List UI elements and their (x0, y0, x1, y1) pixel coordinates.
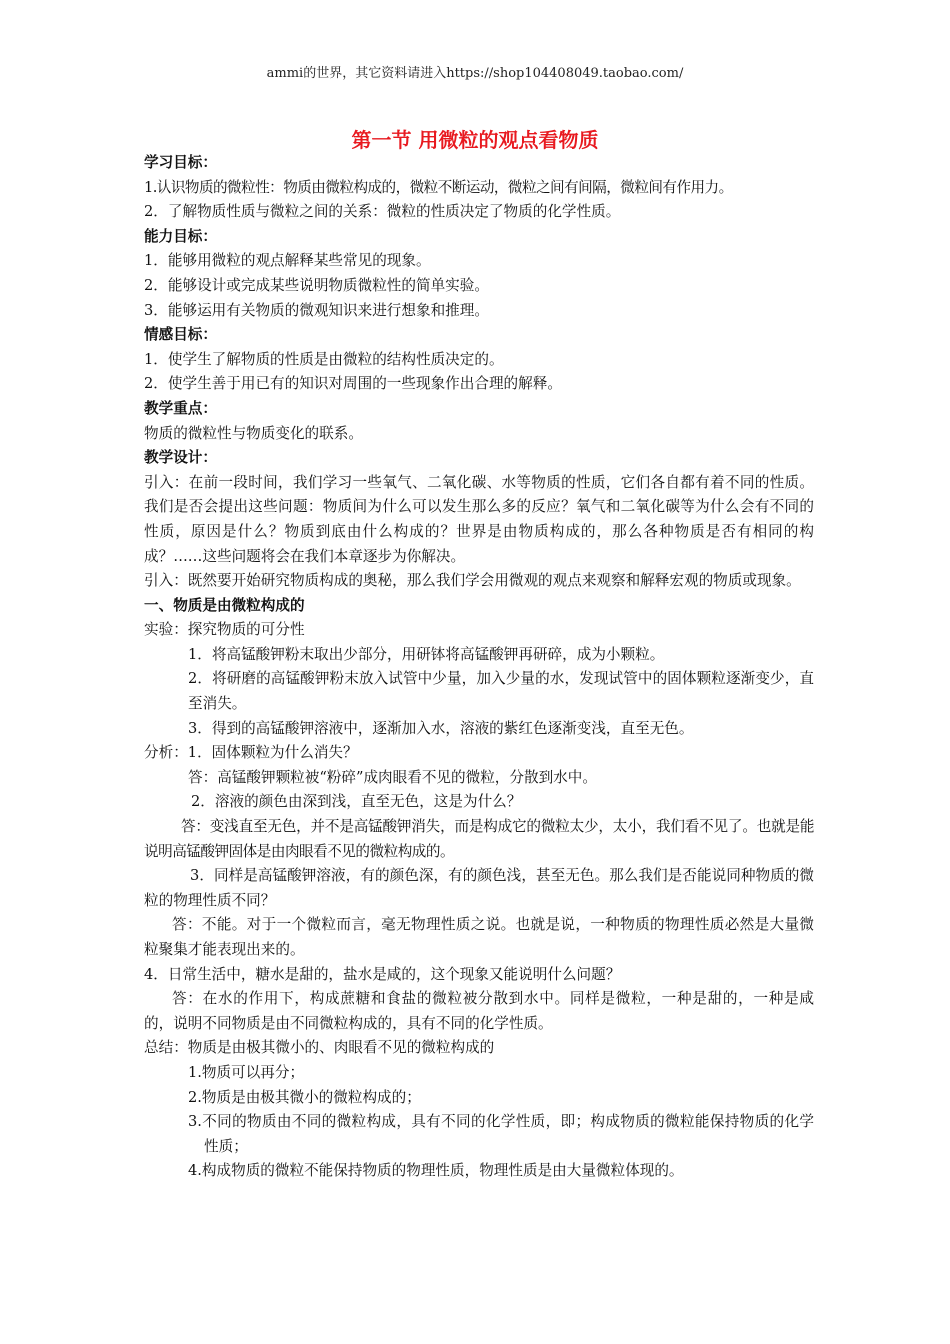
ability-goal-item: 3．能够运用有关物质的微观知识来进行想象和推理。 (144, 301, 489, 319)
study-goal-item: 2．了解物质性质与微粒之间的关系：微粒的性质决定了物质的化学性质。 (144, 203, 621, 221)
ability-goal-item: 2．能够设计或完成某些说明物质微粒性的简单实验。 (144, 276, 489, 294)
summary-item: 3.不同的物质由不同的微粒构成，具有不同的化学性质，即；构成物质的微粒能保持物质的化学性质； (188, 1113, 814, 1155)
experiment-step: 1．将高锰酸钾粉末取出少部分，用研钵将高锰酸钾再研碎，成为小颗粒。 (188, 645, 665, 663)
analysis-answer: 答：在水的作用下，构成蔗糖和食盐的微粒被分散到水中。同样是微粒，一种是甜的，一种是咸的，说明不同物质是由不同微粒构成的，具有不同的化学性质。 (144, 990, 814, 1032)
study-goals-heading: 学习目标： (144, 154, 217, 171)
experiment-step: 2．将研磨的高锰酸钾粉末放入试管中少量，加入少量的水，发现试管中的固体颗粒逐渐变少，直至消失。 (188, 670, 814, 713)
page-title: 第一节 用微粒的观点看物质 (351, 128, 599, 152)
document-body (144, 151, 814, 1184)
analysis-answer: 答：高锰酸钾颗粒被“粉碎”成肉眼看不见的微粒，分散到水中。 (188, 768, 597, 786)
analysis-question: 3．同样是高锰酸钾溶液，有的颜色深，有的颜色浅，甚至无色。那么我们是否能说同种物质的微粒的物理性质不同？ (144, 867, 814, 909)
ability-goal-item: 1．能够用微粒的观点解释某些常见的现象。 (144, 252, 431, 270)
experiment-step: 3．得到的高锰酸钾溶液中，逐渐加入水，溶液的紫红色逐渐变浅，直至无色。 (188, 719, 694, 737)
key-points-text: 物质的微粒性与物质变化的联系。 (144, 424, 363, 442)
part1-heading: 一、物质是由微粒构成的 (144, 596, 305, 614)
design-heading: 教学设计： (144, 449, 217, 467)
study-goal-item: 1.认识物质的微粒性：物质由微粒构成的，微粒不断运动，微粒之间有间隔，微粒间有作用力。 (144, 178, 733, 196)
emotion-goal-item: 2．使学生善于用已有的知识对周围的一些现象作出合理的解释。 (144, 375, 562, 393)
experiment-label: 实验：探究物质的可分性 (144, 621, 305, 639)
page-header: ammi的世界，其它资料请进入https://shop104408049.taobao.com/ (266, 66, 684, 81)
summary-item: 2.物质是由极其微小的微粒构成的； (188, 1088, 421, 1106)
analysis-question: 4．日常生活中，糖水是甜的，盐水是咸的，这个现象又能说明什么问题？ (144, 965, 621, 983)
intro-paragraph: 引入：在前一段时间，我们学习一些氧气、二氧化碳、水等物质的性质，它们各自都有着不同的性质。我们是否会提出这些问题：物质间为什么可以发生那么多的反应？氧气和二氧化碳等为什么会有不同的性质，原因是什么？物质到底由什么构成的？世界是由物质构成的，那么各种物质是否有相同的构成？……这些问题将会在我们本章逐步为你解决。 (144, 473, 814, 565)
analysis-question: 分析：1．固体颗粒为什么消失？ (144, 744, 358, 762)
analysis-question: 2．溶液的颜色由深到浅，直至无色，这是为什么？ (191, 793, 522, 811)
intro-paragraph: 引入：既然要开始研究物质构成的奥秘，那么我们学会用微观的观点来观察和解释宏观的物质或现象。 (144, 572, 801, 590)
emotion-goals-heading: 情感目标： (144, 326, 217, 344)
summary-text: 总结：物质是由极其微小的、肉眼看不见的微粒构成的 (144, 1039, 495, 1057)
summary-item: 1.物质可以再分； (188, 1063, 305, 1081)
emotion-goal-item: 1．使学生了解物质的性质是由微粒的结构性质决定的。 (144, 350, 504, 368)
summary-item: 4.构成物质的微粒不能保持物质的物理性质，物理性质是由大量微粒体现的。 (188, 1162, 684, 1180)
analysis-answer: 答：不能。对于一个微粒而言，毫无物理性质之说。也就是说，一种物质的物理性质必然是大量微粒聚集才能表现出来的。 (144, 916, 814, 958)
ability-goals-heading: 能力目标： (144, 227, 217, 245)
analysis-answer: 答：变浅直至无色，并不是高锰酸钾消失，而是构成它的微粒太少，太小，我们看不见了。也就是能说明高锰酸钾固体是由肉眼看不见的微粒构成的。 (144, 818, 814, 860)
key-points-heading: 教学重点： (144, 399, 217, 417)
